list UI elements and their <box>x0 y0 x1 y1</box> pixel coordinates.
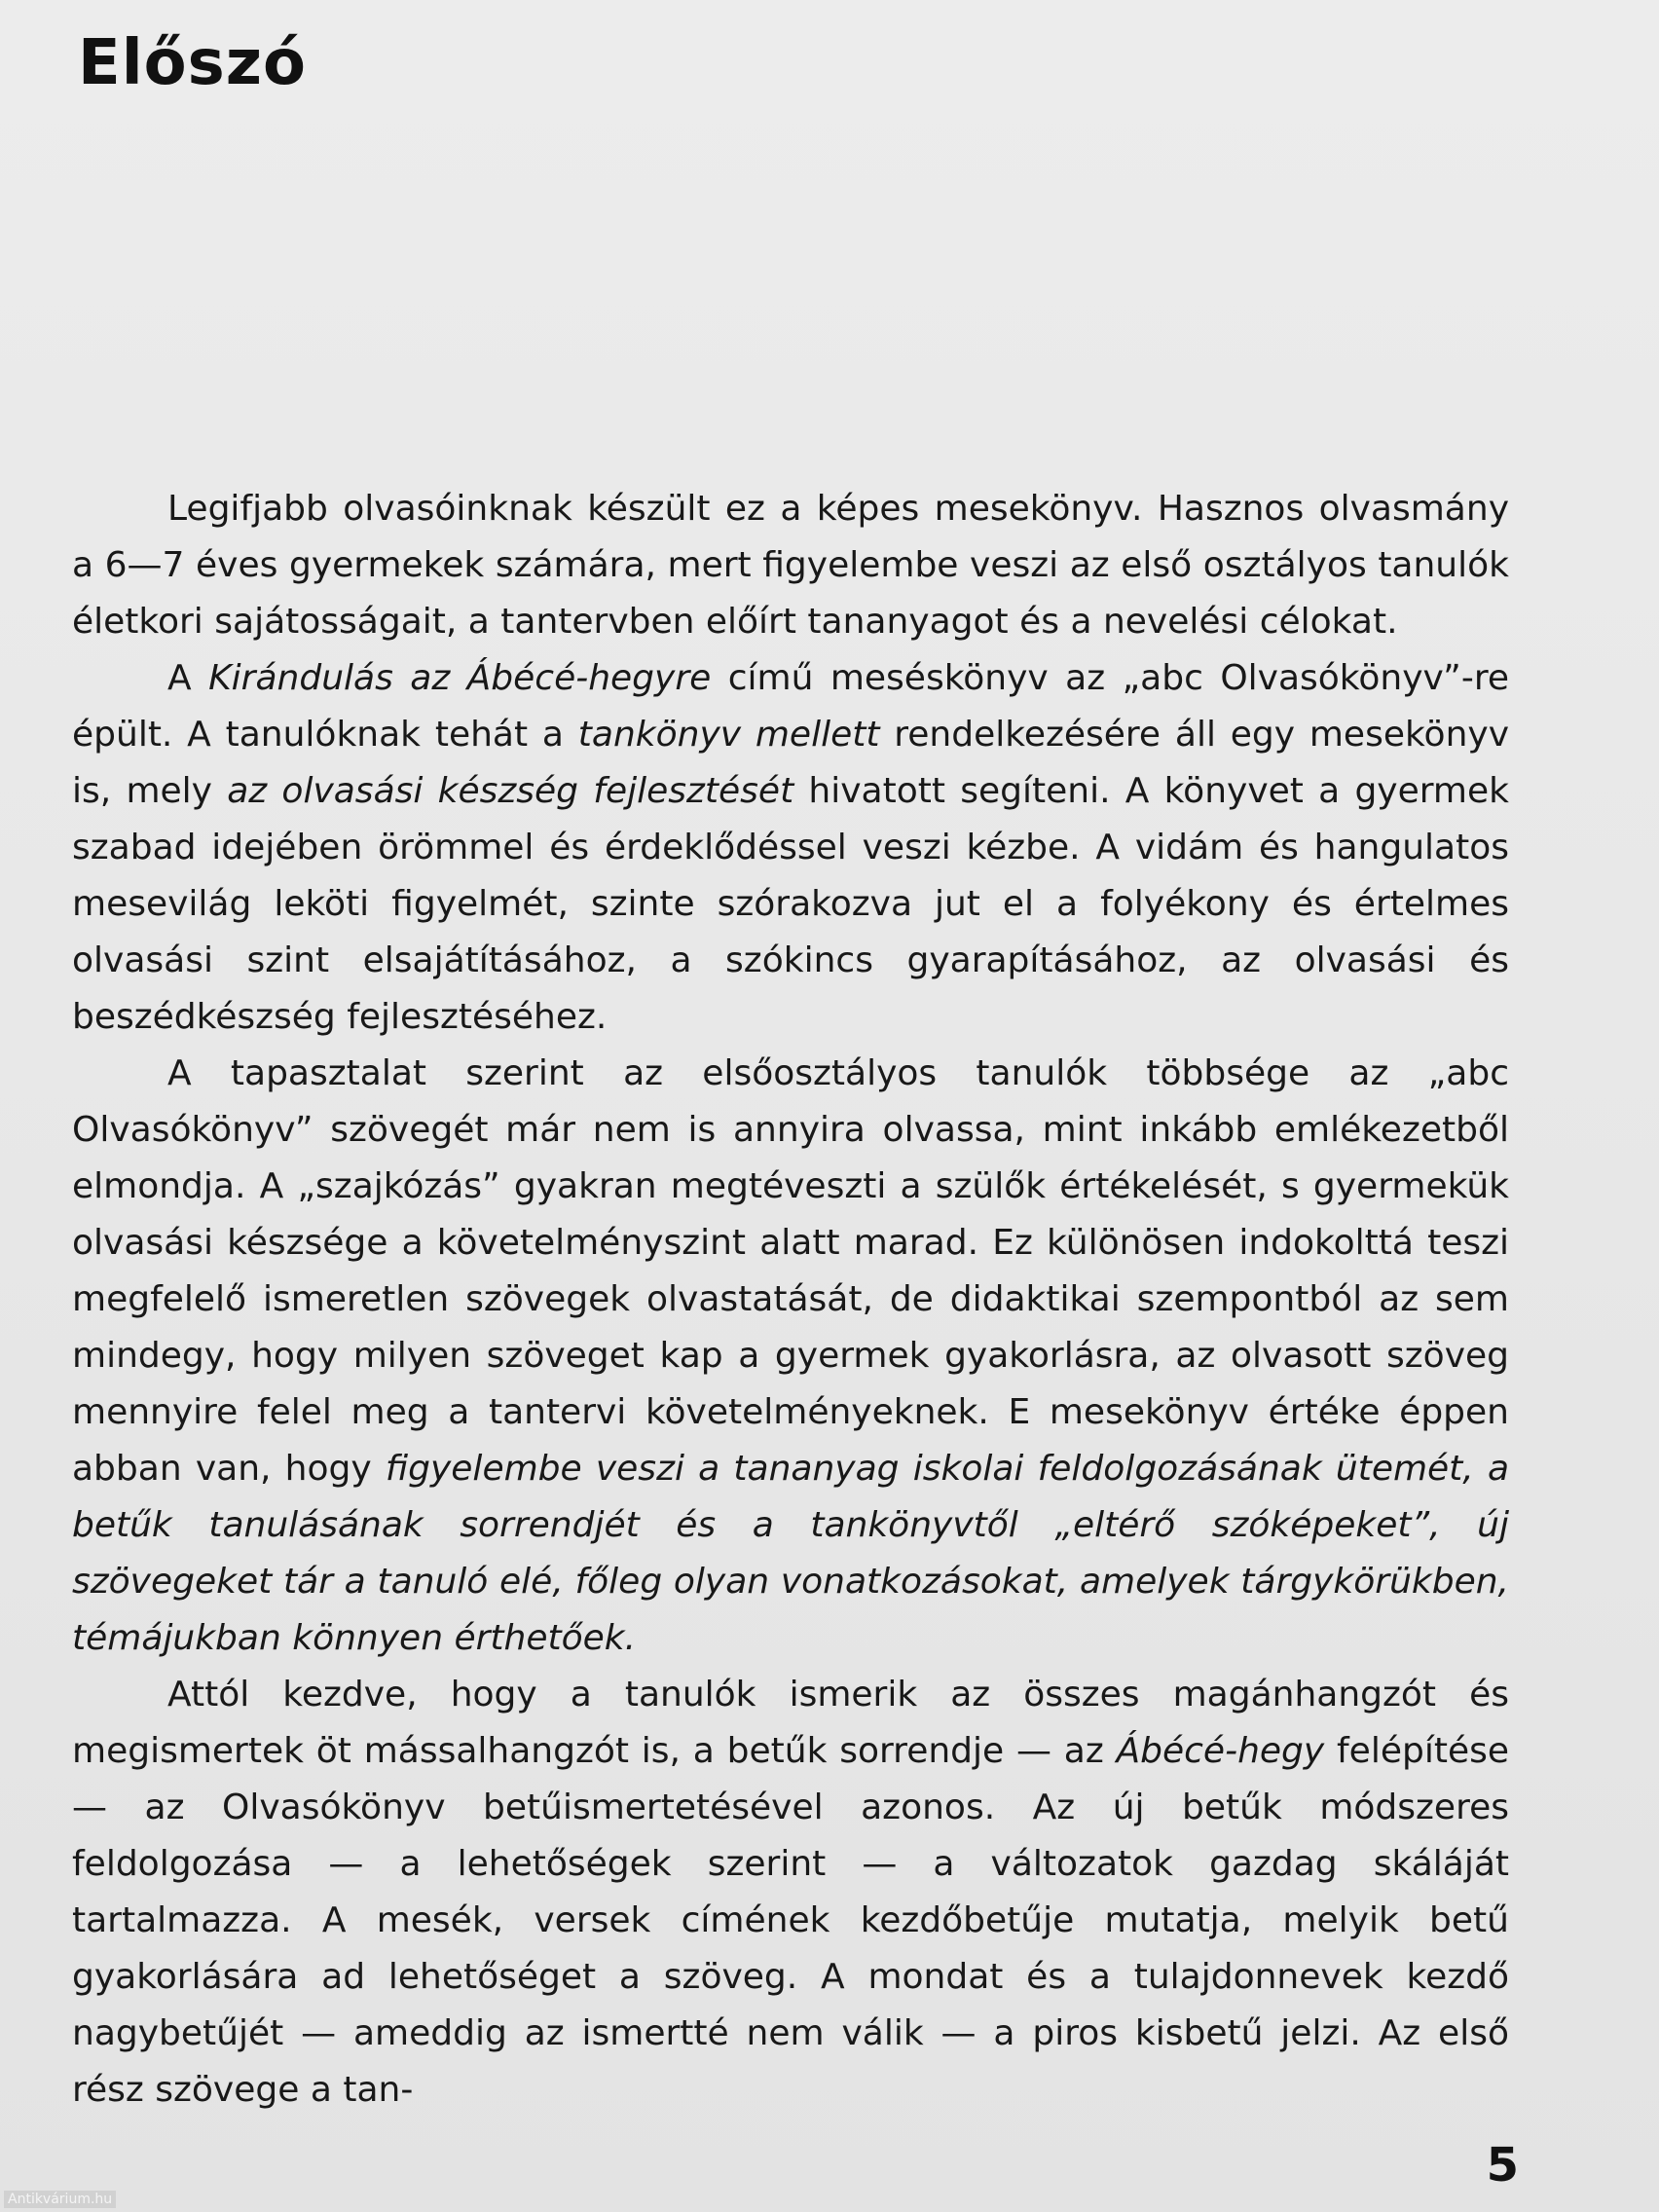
watermark-label: Antikvárium.hu <box>4 2191 116 2208</box>
paragraph <box>72 1046 1509 1667</box>
page-number: 5 <box>1486 2138 1519 2193</box>
italic-text-run: az olvasási készség fejlesztését <box>227 771 794 811</box>
text-run: hivatott segíteni. A könyvet a gyermek szabad idejében örömmel és érdeklődéssel veszi kézbe. A vidám és hangulatos mesevilág leköti figyelmét, szinte szórakozva jut el a folyékony és értelmes olvasási szint elsajátításához, a szókincs gyarapításához, az olvasási és beszédkészség fejlesztéséhez. <box>72 771 1509 1037</box>
paragraph <box>72 481 1509 650</box>
text-run: Legifjabb olvasóinknak készült ez a képes mesekönyv. Hasznos olvasmány a 6—7 éves gyermekek számára, mert figyelembe veszi az első osztályos tanulók életkori sajátosságait, a tantervben előírt tananyagot és a nevelési célokat. <box>72 489 1509 642</box>
text-run: Attól kezdve, hogy a tanulók ismerik az összes magánhangzót és megismertek öt mássalhangzót is, a betűk sorrendje — az <box>72 1675 1509 1771</box>
page-title: Előszó <box>78 27 307 99</box>
text-run: rendelkezésére áll egy mesekönyv is, mely <box>72 715 1509 811</box>
paragraph <box>72 650 1509 1046</box>
text-run: felépítése — az Olvasókönyv betűismertetésével azonos. Az új betűk módszeres feldolgozása — a lehetőségek szerint — a változatok gazdag skáláját tartalmazza. A mesék, versek címének kezdőbetűje mutatja, melyik betű gyakorlására ad lehetőséget a szöveg. A mondat és a tulajdonnevek kezdő nagybetűjét — ameddig az ismertté nem válik — a piros kisbetű jelzi. Az első rész szövege a tan- <box>72 1731 1509 2110</box>
paragraph <box>72 1667 1509 2119</box>
text-run: A <box>167 658 209 698</box>
text-run: A tapasztalat szerint az elsőosztályos tanulók többsége az „abc Olvasókönyv” szövegét már nem is annyira olvassa, mint inkább emlékezetből elmondja. A „szajkózás” gyakran megtéveszti a szülők értékelését, s gyermekük olvasási készsége a követelményszint alatt marad. Ez különösen indokolttá teszi megfelelő ismeretlen szövegek olvastatását, de didaktikai szempontból az sem mindegy, hogy milyen szöveget kap a gyermek gyakorlásra, az olvasott szöveg mennyire felel meg a tantervi követelményeknek. E mesekönyv értéke éppen abban van, hogy <box>72 1053 1509 1489</box>
italic-text-run: Ábécé-hegy <box>1116 1731 1325 1771</box>
italic-text-run: Kirándulás az Ábécé-hegyre <box>208 658 712 698</box>
body-text <box>72 481 1509 2119</box>
italic-text-run: tankönyv mellett <box>577 715 880 755</box>
italic-text-run: figyelembe veszi a tananyag iskolai feldolgozásának ütemét, a betűk tanulásának sorrendjét és a tankönyvtől „eltérő szóképeket”, új szövegeket tár a tanuló elé, főleg olyan vonatkozásokat, amelyek tárgykörükben, témájukban könnyen érthetőek. <box>72 1449 1510 1658</box>
text-run: című meséskönyv az „abc Olvasókönyv”-re épült. A tanulóknak tehát a <box>72 658 1509 755</box>
